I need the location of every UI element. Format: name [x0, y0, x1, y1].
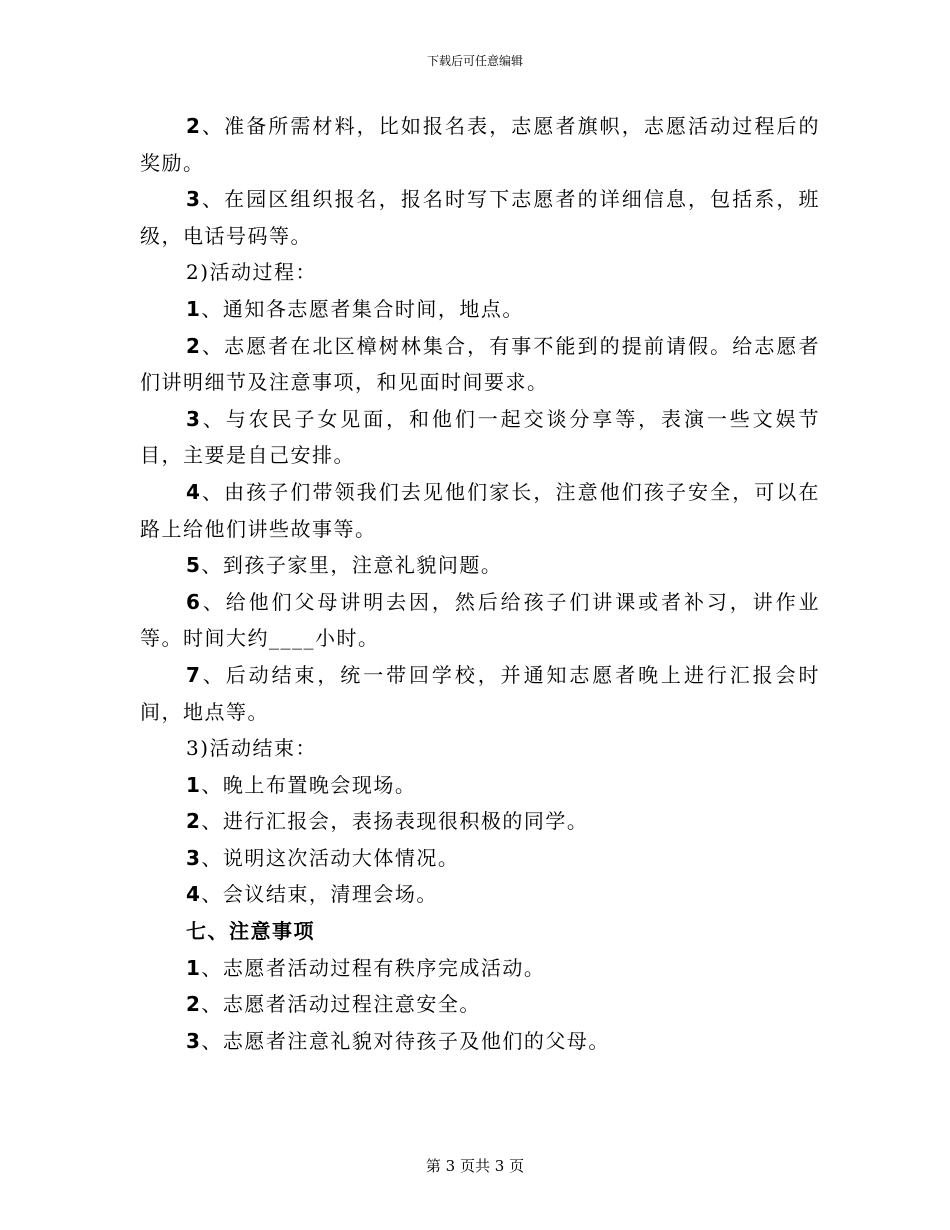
paragraph — [140, 328, 820, 401]
item-number: 2 — [186, 992, 202, 1017]
paragraph-text: 、给他们父母讲明去因，然后给孩子们讲课或者补习，讲作业等。时间大约____小时。 — [140, 589, 820, 651]
subsection-label — [140, 254, 820, 291]
page-header-note: 下载后可任意编辑 — [426, 54, 523, 68]
paragraph — [140, 181, 820, 254]
paragraph — [140, 474, 820, 547]
paragraph-text: 、会议结束，清理会场。 — [201, 882, 438, 907]
paragraph — [140, 803, 820, 840]
item-number: 4 — [186, 479, 202, 504]
paragraph — [140, 986, 820, 1023]
item-number: 4 — [186, 882, 202, 907]
paragraph-text: 、到孩子家里，注意礼貌问题。 — [201, 553, 503, 578]
item-number: 3 — [186, 1028, 202, 1053]
item-number: 2 — [186, 333, 202, 358]
item-number: 5 — [186, 553, 202, 578]
document-body — [140, 108, 820, 1059]
item-number: 1 — [186, 772, 202, 797]
paragraph-text: 、进行汇报会，表扬表现很积极的同学。 — [201, 809, 589, 834]
paragraph — [140, 584, 820, 657]
paragraph — [140, 108, 820, 181]
paragraph-text: 3)活动结束： — [186, 736, 318, 761]
paragraph — [140, 1023, 820, 1060]
paragraph — [140, 840, 820, 877]
paragraph — [140, 950, 820, 987]
paragraph — [140, 767, 820, 804]
paragraph-text: 、志愿者活动过程注意安全。 — [201, 992, 481, 1017]
item-number: 2 — [186, 114, 202, 138]
paragraph-text: 、后动结束，统一带回学校，并通知志愿者晚上进行汇报会时间，地点等。 — [140, 662, 820, 724]
item-number: 7 — [186, 662, 202, 687]
paragraph-text: 2)活动过程： — [186, 260, 318, 285]
paragraph-text: 、由孩子们带领我们去见他们家长，注意他们孩子安全，可以在路上给他们讲些故事等。 — [140, 479, 820, 541]
item-number: 1 — [186, 955, 202, 980]
item-number: 1 — [186, 296, 202, 321]
item-number: 3 — [186, 845, 202, 870]
subsection-label — [140, 730, 820, 767]
page-number-footer: 第 3 页共 3 页 — [425, 1157, 525, 1175]
paragraph — [140, 401, 820, 474]
paragraph — [140, 291, 820, 328]
paragraph-text: 、与农民子女见面，和他们一起交谈分享等，表演一些文娱节目，主要是自己安排。 — [140, 406, 820, 468]
paragraph — [140, 547, 820, 584]
paragraph-text: 、志愿者在北区樟树林集合，有事不能到的提前请假。给志愿者们讲明细节及注意事项，和见面时间要求。 — [140, 333, 820, 395]
paragraph-text: 、在园区组织报名，报名时写下志愿者的详细信息，包括系，班级，电话号码等。 — [140, 187, 820, 248]
paragraph — [140, 657, 820, 730]
item-number: 2 — [186, 809, 202, 834]
paragraph-text: 、通知各志愿者集合时间，地点。 — [201, 296, 524, 321]
paragraph-text: 、说明这次活动大体情况。 — [201, 845, 460, 870]
paragraph-text: 、志愿者注意礼貌对待孩子及他们的父母。 — [201, 1028, 610, 1053]
paragraph-text: 、晚上布置晚会现场。 — [201, 772, 417, 797]
paragraph-text: 、志愿者活动过程有秩序完成活动。 — [201, 955, 546, 980]
item-number: 3 — [186, 406, 202, 431]
paragraph — [140, 876, 820, 913]
item-number: 6 — [186, 589, 202, 614]
item-number: 3 — [186, 187, 202, 212]
paragraph-text: 、准备所需材料，比如报名表，志愿者旗帜，志愿活动过程后的奖励。 — [140, 114, 820, 175]
section-heading: 七、注意事项 — [186, 919, 315, 944]
